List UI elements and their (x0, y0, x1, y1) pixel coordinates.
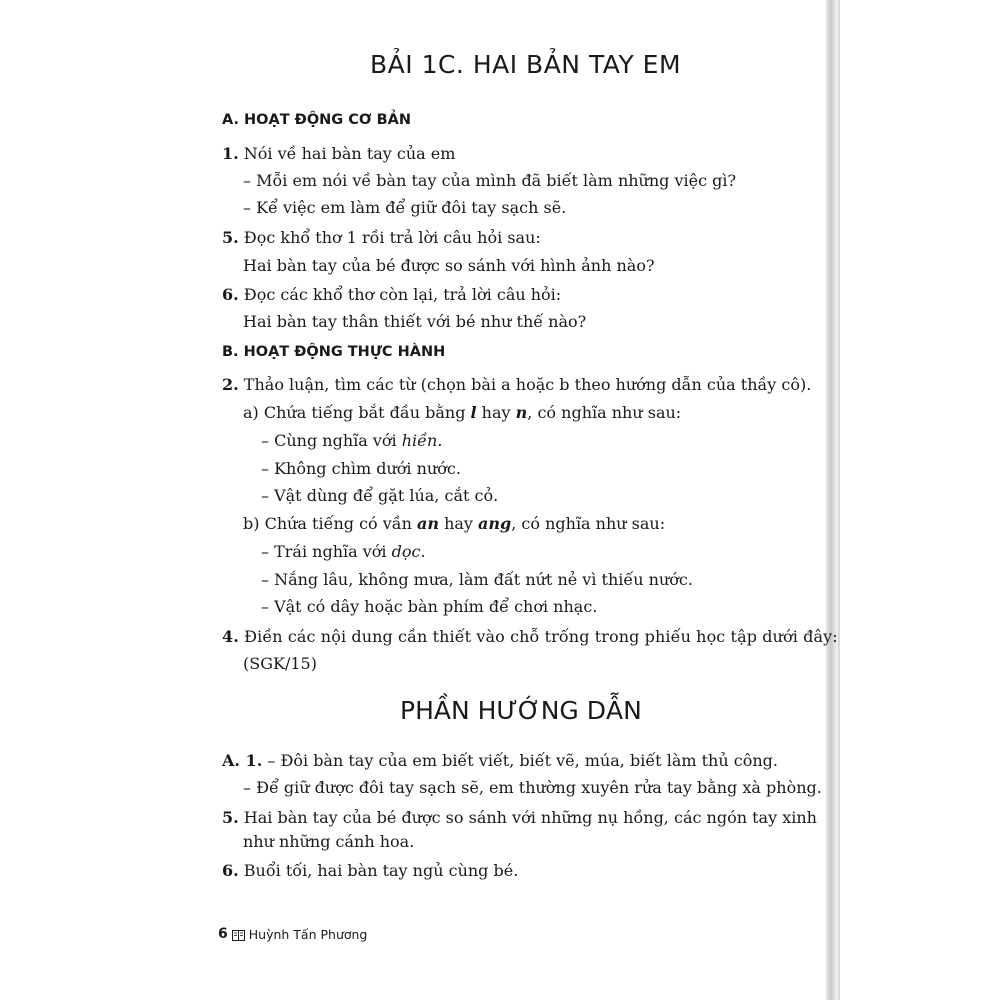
option-b-text: , có nghĩa như sau: (511, 514, 666, 533)
section-a-heading: A. HOẠT ĐỘNG CƠ BẢN (222, 112, 411, 128)
answer-text: – Đôi bàn tay của em biết viết, biết vẽ, múa, biết làm thủ công. (262, 751, 778, 770)
question-number: 1. (222, 144, 239, 163)
question-number: 5. (222, 228, 239, 247)
question-text: Thảo luận, tìm các từ (chọn bài a hoặc b theo hướng dẫn của thầy cô). (243, 375, 812, 394)
question-1-bullet-1: – Mỗi em nói về bàn tay của mình đã biết làm những việc gì? (243, 171, 737, 190)
page-edge-line (838, 0, 840, 1000)
rhyme-an: an (416, 514, 439, 533)
option-a-item-2: – Không chìm dưới nước. (261, 459, 461, 478)
question-text: Nói về hai bàn tay của em (243, 144, 456, 163)
guide-title: PHẦN HƯỚNG DẪN (400, 696, 642, 725)
question-1-bullet-2: – Kể việc em làm để giữ đôi tay sạch sẽ. (243, 198, 567, 217)
question-number: 2. (222, 375, 239, 394)
option-a (243, 403, 681, 423)
question-6-sub: Hai bàn tay thân thiết với bé như thế nào? (243, 312, 587, 331)
rhyme-ang: ang (478, 514, 512, 533)
question-text: Điền các nội dung cần thiết vào chỗ trống trong phiếu học tập dưới đây: (244, 627, 838, 646)
question-4 (222, 627, 838, 647)
question-number: 6. (222, 285, 239, 304)
answer-number: 6. (222, 861, 239, 880)
option-b-item-2: – Nắng lâu, không mưa, làm đất nứt nẻ vì thiếu nước. (261, 570, 693, 589)
item-italic: hiền (401, 431, 438, 450)
question-4-ref: (SGK/15) (243, 654, 317, 673)
section-b-heading: B. HOẠT ĐỘNG THỰC HÀNH (222, 344, 446, 360)
option-a-item-1 (261, 431, 442, 451)
letter-n: n (515, 403, 528, 422)
item-text: . (437, 431, 443, 450)
question-5 (222, 228, 541, 248)
question-1 (222, 144, 455, 164)
item-text: – Cùng nghĩa với (261, 431, 402, 450)
option-b-item-1 (261, 542, 426, 562)
answer-number: 5. (222, 808, 239, 827)
answer-a1 (222, 751, 778, 771)
page-title: BẢI 1C. HAI BẢN TAY EM (370, 50, 682, 79)
answer-5-cont: như những cánh hoa. (243, 832, 415, 851)
question-5-sub: Hai bàn tay của bé được so sánh với hình ảnh nào? (243, 256, 655, 275)
item-italic: dọc (391, 542, 421, 561)
option-b (243, 514, 665, 534)
question-2 (222, 375, 811, 395)
author-name: Huỳnh Tấn Phương (248, 926, 368, 942)
item-text: – Trái nghĩa với (261, 542, 392, 561)
answer-6 (222, 861, 518, 881)
page-edge-shadow (826, 0, 838, 1000)
book-icon (232, 929, 245, 940)
option-b-text: b) Chứa tiếng có vần (243, 514, 417, 533)
answer-text: Hai bàn tay của bé được so sánh với những nụ hồng, các ngón tay xinh (243, 808, 817, 827)
question-text: Đọc các khổ thơ còn lại, trả lời câu hỏi: (243, 285, 562, 304)
option-a-text: , có nghĩa như sau: (527, 403, 682, 422)
option-a-item-3: – Vật dùng để gặt lúa, cắt cỏ. (261, 486, 499, 505)
answer-text: Buổi tối, hai bàn tay ngủ cùng bé. (243, 861, 519, 880)
answer-number: A. 1. (222, 751, 263, 770)
option-b-item-3: – Vật có dây hoặc bàn phím để chơi nhạc. (261, 597, 598, 616)
page-number: 6 (218, 926, 228, 942)
option-a-text: hay (476, 403, 516, 422)
question-6 (222, 285, 561, 305)
question-text: Đọc khổ thơ 1 rồi trả lời câu hỏi sau: (243, 228, 541, 247)
answer-5 (222, 808, 817, 828)
answer-a1-bullet-2: – Để giữ được đôi tay sạch sẽ, em thường xuyên rửa tay bằng xà phòng. (243, 778, 822, 797)
page-footer (218, 926, 367, 942)
letter-l: l (470, 403, 477, 422)
item-text: . (420, 542, 426, 561)
option-b-text: hay (438, 514, 479, 533)
option-a-text: a) Chứa tiếng bắt đầu bằng (243, 403, 471, 422)
question-number: 4. (222, 627, 239, 646)
